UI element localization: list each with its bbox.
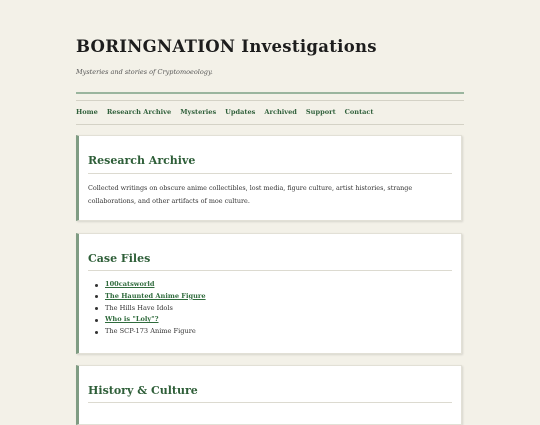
nav-research-archive[interactable]: Research Archive <box>106 108 172 116</box>
nav-support[interactable]: Support <box>305 108 336 116</box>
section-title: Research Archive <box>88 154 196 167</box>
nav-bottom-divider <box>76 124 464 125</box>
case-label: The SCP-173 Anime Figure <box>105 327 196 336</box>
section-title: Case Files <box>88 252 151 265</box>
history-culture-card <box>76 365 462 425</box>
research-archive-card <box>76 135 462 221</box>
nav-archived[interactable]: Archived <box>264 108 297 116</box>
case-file-list <box>95 279 206 338</box>
nav-home[interactable]: Home <box>76 108 98 116</box>
list-item[interactable] <box>95 279 206 291</box>
case-files-card <box>76 233 462 354</box>
section-description: Collected writings on obscure anime collectibles, lost media, figure culture, artist histories, strange collaborations, and other artifacts of moe culture. <box>88 184 413 205</box>
case-link[interactable]: Who is "Loly"? <box>105 315 159 324</box>
site-title[interactable]: BORINGNATION Investigations <box>76 37 377 56</box>
section-divider <box>88 173 452 174</box>
case-label: The Hills Have Idols <box>105 303 173 312</box>
case-link[interactable]: The Haunted Anime Figure <box>105 291 206 300</box>
nav-contact[interactable]: Contact <box>344 108 374 116</box>
list-item[interactable] <box>95 291 206 303</box>
case-link[interactable]: 100catsworld <box>105 280 155 288</box>
nav-top-divider <box>76 100 464 101</box>
nav-mysteries[interactable]: Mysteries <box>180 108 217 116</box>
nav-updates[interactable]: Updates <box>225 108 256 116</box>
section-divider <box>88 270 452 271</box>
list-item <box>95 326 206 338</box>
main-nav <box>76 108 373 118</box>
list-item[interactable] <box>95 314 206 326</box>
section-divider <box>88 402 452 403</box>
list-item <box>95 303 206 315</box>
header-divider <box>76 92 464 94</box>
section-title: History & Culture <box>88 384 198 397</box>
site-tagline: Mysteries and stories of Cryptomoeology. <box>76 68 213 76</box>
